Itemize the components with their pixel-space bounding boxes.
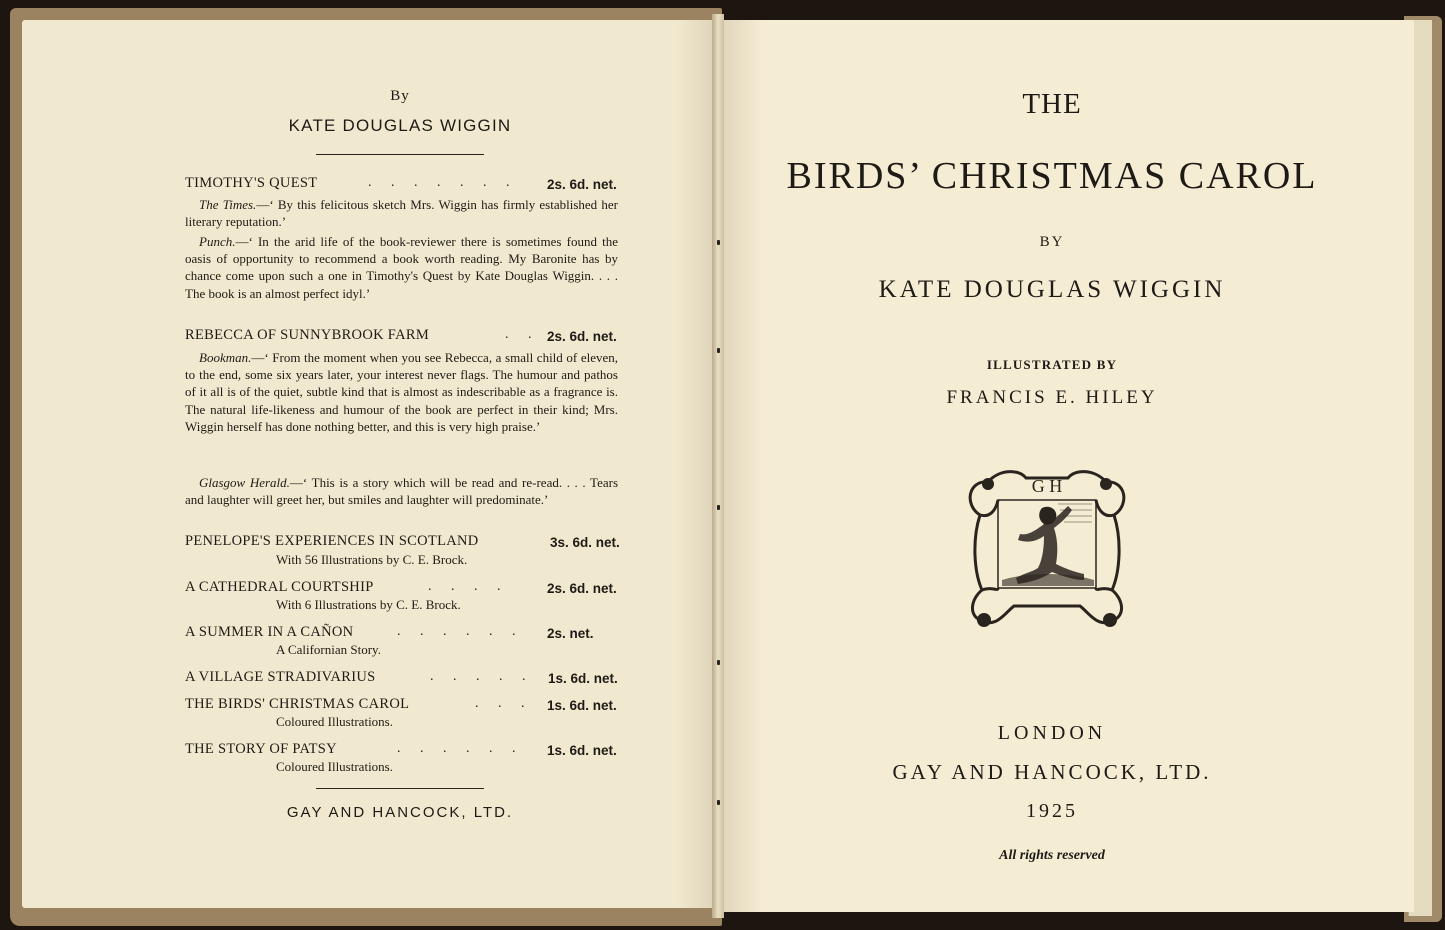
stitch-mark <box>717 660 720 665</box>
leader-dots: . . . . . . <box>397 741 524 756</box>
book-subtitle: A Californian Story. <box>276 642 381 657</box>
left-publisher: GAY AND HANCOCK, LTD. <box>286 804 514 821</box>
title-by: BY <box>1039 234 1065 250</box>
stitch-mark <box>717 240 720 245</box>
review-text: —‘ From the moment when you see Rebecca, a small child of eleven, to the end, some six years later, your interest never flags. The humour and pathos of it all is of the quiet, subtle kind that is almost as indescribable as a fragrance is. The natural life-likeness and humour of the book are perfect in their kind; Mrs. Wiggin herself has done nothing better, and this is very high praise.’ <box>185 350 618 434</box>
book-subtitle: Coloured Illustrations. <box>276 759 393 774</box>
book-title-village: A VILLAGE STRADIVARIUS <box>185 669 376 685</box>
publisher-city: LONDON <box>997 722 1107 744</box>
illustrator-name: FRANCIS E. HILEY <box>946 387 1158 408</box>
leader-dots: . . . . . . . <box>368 175 518 190</box>
book-price: 2s. 6d. net. <box>547 177 617 192</box>
review-source: Bookman. <box>199 350 252 365</box>
left-by-label: By <box>390 88 410 104</box>
book-title: BIRDS’ CHRISTMAS CAROL <box>786 155 1318 197</box>
review-text: —‘ By this felicitous sketch Mrs. Wiggin has firmly established her literary reputation.’ <box>185 197 618 230</box>
book-title-timothys-quest: TIMOTHY'S QUEST <box>185 175 318 191</box>
left-author-heading: KATE DOUGLAS WIGGIN <box>288 116 512 135</box>
review-source: The Times. <box>199 197 257 212</box>
review-source: Punch. <box>199 234 236 249</box>
leader-dots: . . . . . <box>430 669 534 684</box>
illustrated-by-label: ILLUSTRATED BY <box>986 357 1118 372</box>
publication-year: 1925 <box>1026 800 1078 822</box>
leader-dots: . . <box>505 327 540 342</box>
emblem-letters: G H <box>1031 476 1063 496</box>
book-title-cathedral: A CATHEDRAL COURTSHIP <box>185 579 374 595</box>
book-price: 2s. 6d. net. <box>547 581 617 596</box>
publisher-emblem <box>958 460 1136 632</box>
rights-notice: All rights reserved <box>999 848 1105 863</box>
book-title-birds-carol: THE BIRDS' CHRISTMAS CAROL <box>185 696 410 712</box>
review-text: —‘ In the arid life of the book-reviewer there is sometimes found the oasis of opportunity to recommend a book worth reading. My Baronite has by chance come upon such a one in Timothy's Quest by Kate Douglas Wiggin. . . . The book is an almost perfect idyl.’ <box>185 234 618 301</box>
book-price: 1s. 6d. net. <box>547 698 617 713</box>
book-price: 1s. 6d. net. <box>548 671 618 686</box>
review-punch <box>185 233 618 302</box>
book-price: 3s. 6d. net. <box>550 535 620 550</box>
leader-dots: . . . . <box>428 579 509 594</box>
book-title-summer: A SUMMER IN A CAÑON <box>185 624 354 640</box>
title-author: KATE DOUGLAS WIGGIN <box>878 276 1226 303</box>
book-price: 2s. 6d. net. <box>547 329 617 344</box>
stitch-mark <box>717 800 720 805</box>
review-times <box>185 196 618 230</box>
publisher-name: GAY AND HANCOCK, LTD. <box>892 760 1212 784</box>
book-price: 1s. 6d. net. <box>547 743 617 758</box>
review-text: —‘ This is a story which will be read and re-read. . . . Tears and laughter will greet her, but smiles and laughter will predominate.’ <box>185 475 618 508</box>
title-the: THE <box>1022 88 1082 120</box>
book-subtitle: Coloured Illustrations. <box>276 714 393 729</box>
book-title-rebecca: REBECCA OF SUNNYBROOK FARM <box>185 327 430 343</box>
book-subtitle: With 6 Illustrations by C. E. Brock. <box>276 597 461 612</box>
book-title-penelope: PENELOPE'S EXPERIENCES IN SCOTLAND <box>185 533 479 549</box>
book-price: 2s. net. <box>547 626 594 641</box>
bottom-rule <box>316 788 484 789</box>
book-subtitle: With 56 Illustrations by C. E. Brock. <box>276 552 468 567</box>
review-bookman <box>185 349 618 435</box>
top-rule <box>316 154 484 155</box>
review-source: Glasgow Herald. <box>199 475 290 490</box>
stitch-mark <box>717 505 720 510</box>
leader-dots: . . . . . . <box>397 624 524 639</box>
review-glasgow-herald <box>185 474 618 508</box>
leader-dots: . . . <box>475 696 533 711</box>
stitch-mark <box>717 348 720 353</box>
book-title-patsy: THE STORY OF PATSY <box>185 741 337 757</box>
